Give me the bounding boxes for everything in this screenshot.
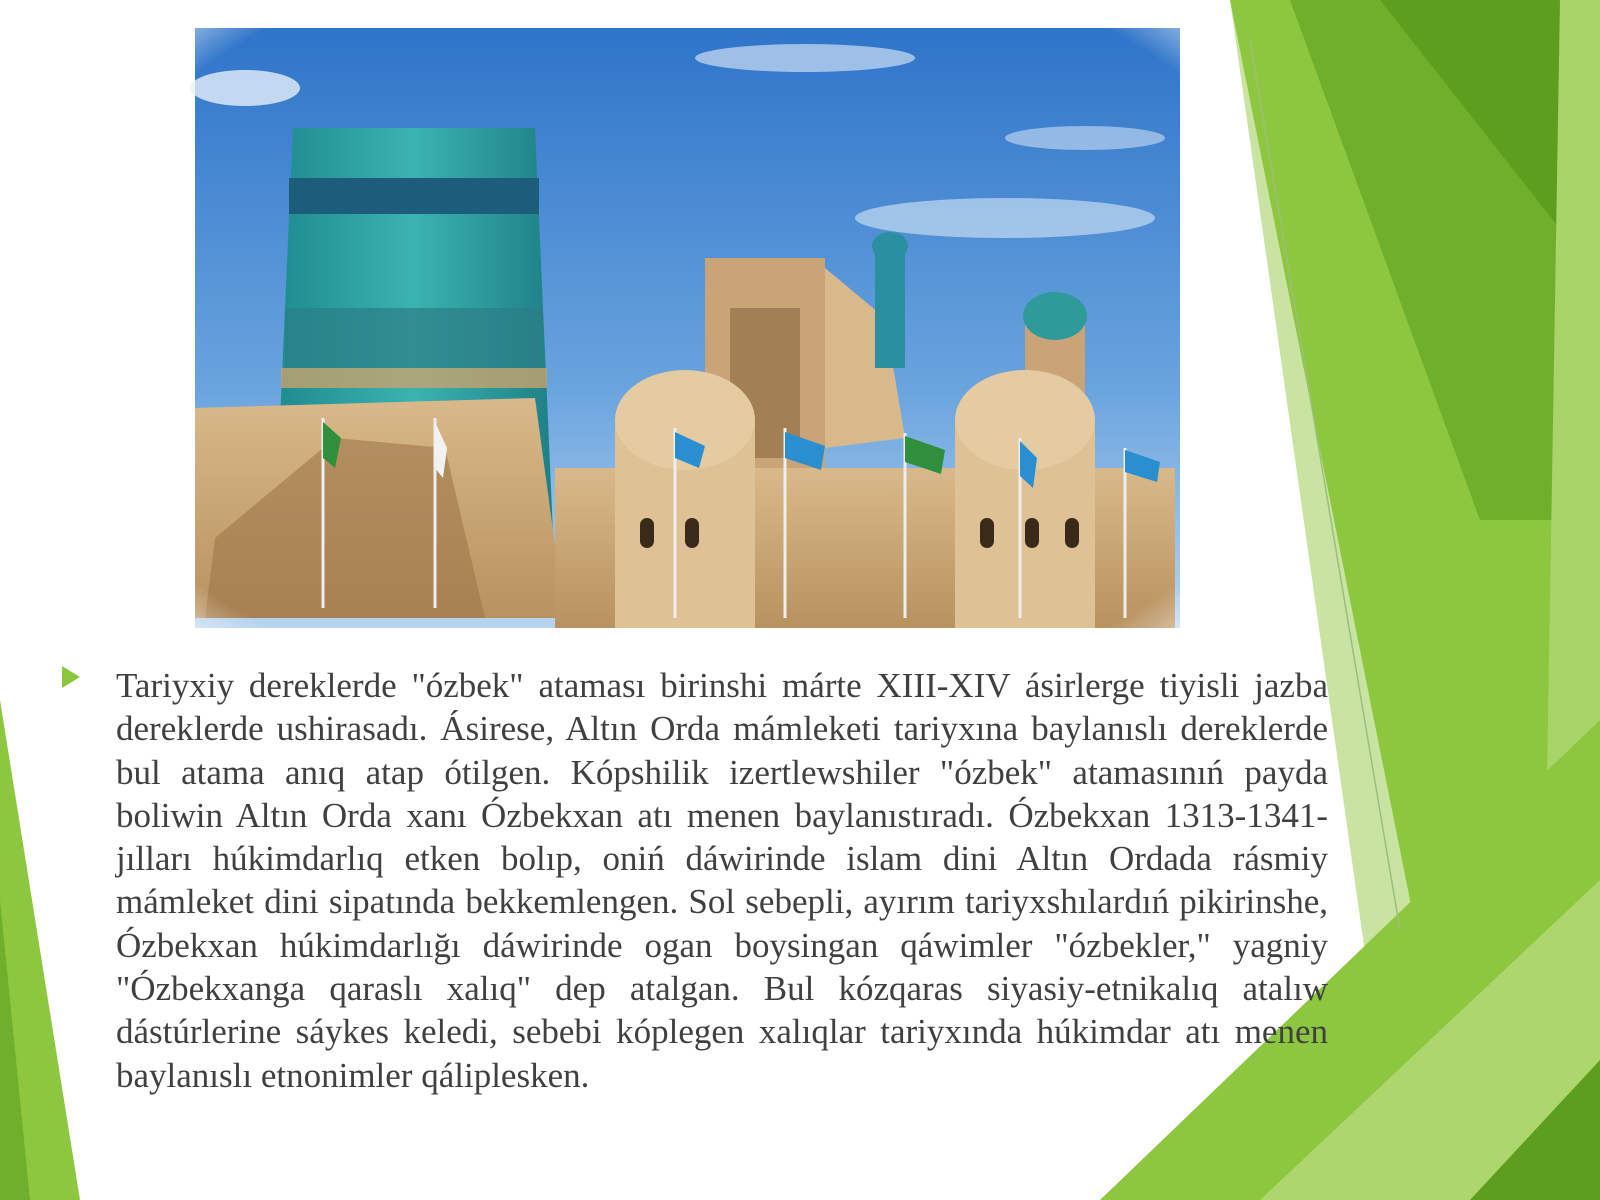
body-paragraph: Tariyxiy dereklerde "ózbek" ataması birinshi márte XIII-XIV ásirlerge tiyisli jazba dereklerde ushirasadı. Ásirese, Altın Orda mámleketi tariyxına baylanıslı dereklerde bul atama anıq atap ótilgen. Kópshilik izertlewshiler "ózbek" atamasınıń payda boliwin Altın Orda xanı Ózbekxan atı menen baylanıstıradı. Ózbekxan 1313-1341-jılları húkimdarlıq etken bolıp, oniń dáwirinde islam dini Altın Ordada rásmiy mámleket dini sipatında bekkemlengen. Sol sebepli, ayırım tariyxshılardıń pikirinshe, Ózbekxan húkimdarlığı dáwirinde ogan boysingan qáwimler "ózbekler," yagniy "Ózbekxanga qaraslı xalıq" dep atalgan. Bul kózqaras siyasiy-etnikalıq atalıw dástúrlerine sáykes keledi, sebebi kóplegen xalıqlar tariyxında húkimdar atı menen baylanıslı etnonimler qáliplesken. <box>116 666 1328 1095</box>
triangle-bullet-icon <box>60 664 82 690</box>
photo-fade-edge <box>185 18 1190 638</box>
itchan-kala-khiva-photo <box>185 18 1190 638</box>
